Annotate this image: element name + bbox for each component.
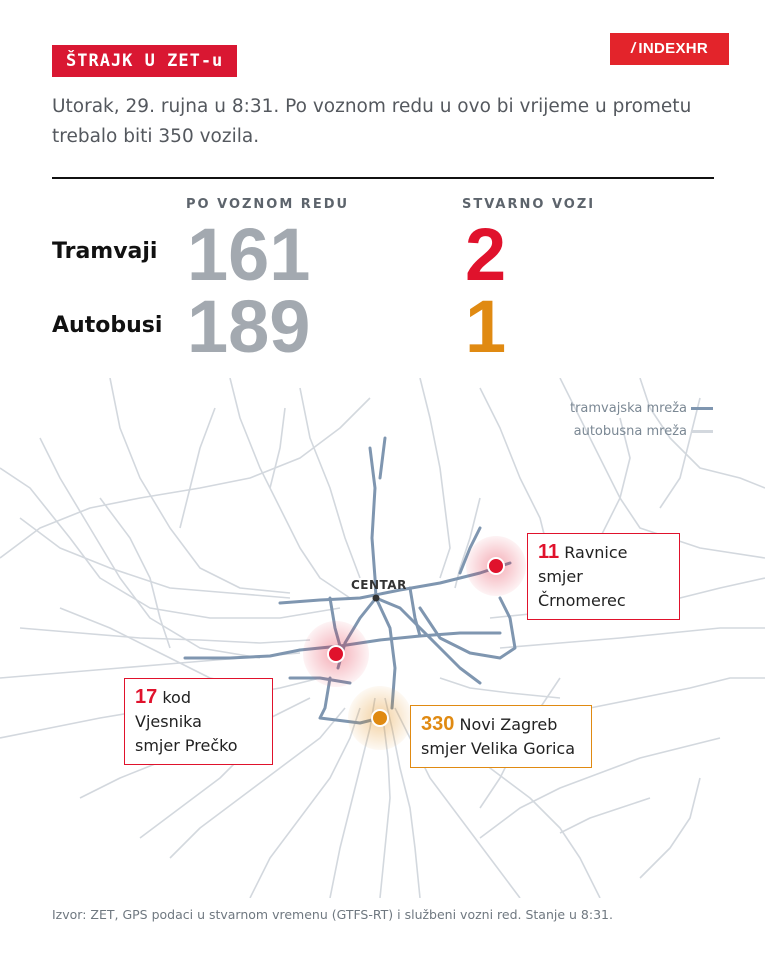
tram-scheduled-count: 161 bbox=[187, 213, 311, 296]
callout-tram-11 bbox=[527, 533, 680, 620]
marker-11 bbox=[488, 558, 504, 574]
source-note: Izvor: ZET, GPS podaci u stvarnom vremenu (GTFS-RT) i službeni vozni red. Stanje u 8:31. bbox=[52, 907, 613, 922]
callout-line1: Ravnice bbox=[564, 543, 628, 562]
callout-number: 11 bbox=[538, 541, 560, 563]
callout-number: 17 bbox=[135, 686, 158, 708]
legend-tram: tramvajska mreža bbox=[570, 401, 713, 416]
callout-bus-330 bbox=[410, 705, 592, 768]
column-header-actual: STVARNO VOZI bbox=[462, 197, 596, 212]
center-label: CENTAR bbox=[351, 578, 407, 592]
legend-bus: autobusna mreža bbox=[574, 424, 713, 439]
marker-330 bbox=[372, 710, 388, 726]
subtitle: Utorak, 29. rujna u 8:31. Po voznom redu u ovo bi vrijeme u prometu trebalo biti 350 vozila. bbox=[52, 96, 692, 147]
callout-line1: Novi Zagreb bbox=[459, 715, 558, 734]
marker-17 bbox=[328, 646, 344, 662]
network-map bbox=[0, 378, 765, 898]
indexhr-logo[interactable]: / INDEXHR bbox=[610, 33, 729, 65]
bus-scheduled-count: 189 bbox=[187, 285, 311, 368]
row-label-bus: Autobusi bbox=[52, 313, 163, 338]
tram-line-swatch bbox=[691, 407, 713, 410]
section-tag: ŠTRAJK U ZET-u bbox=[52, 45, 237, 77]
callout-line1: kod Vjesnika bbox=[135, 688, 202, 731]
tram-actual-count: 2 bbox=[465, 213, 507, 296]
callout-line2: smjer Črnomerec bbox=[538, 567, 626, 610]
callout-line2: smjer Velika Gorica bbox=[421, 739, 575, 758]
logo-slash-icon: / bbox=[630, 40, 636, 57]
center-dot bbox=[373, 595, 380, 602]
bus-actual-count: 1 bbox=[465, 285, 507, 368]
column-header-scheduled: PO VOZNOM REDU bbox=[186, 197, 350, 212]
row-label-tram: Tramvaji bbox=[52, 239, 158, 264]
callout-tram-17 bbox=[124, 678, 273, 765]
callout-line2: smjer Prečko bbox=[135, 736, 238, 755]
callout-number: 330 bbox=[421, 713, 455, 735]
bus-line-swatch bbox=[691, 430, 713, 433]
divider bbox=[52, 177, 714, 179]
